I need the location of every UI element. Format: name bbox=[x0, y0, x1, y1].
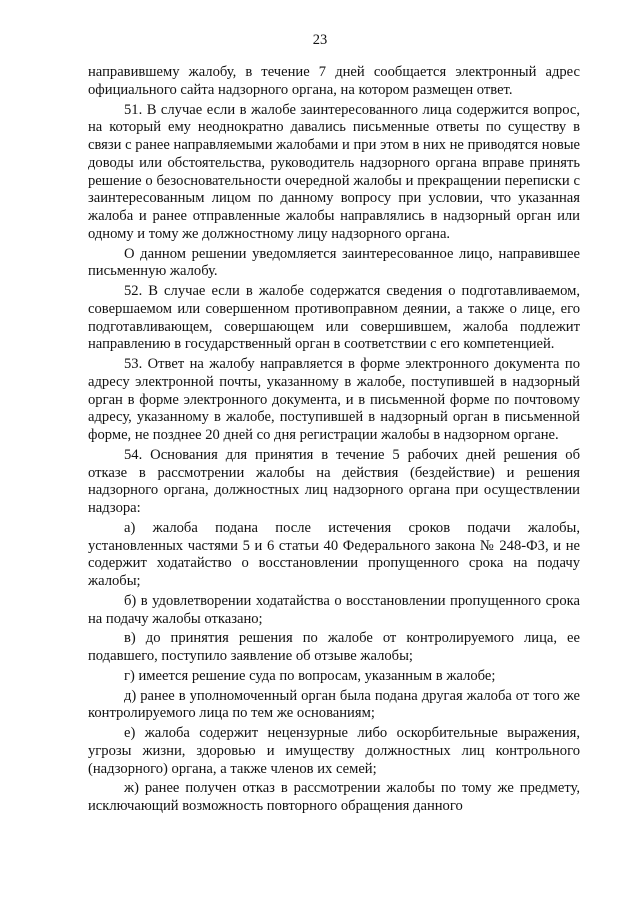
list-item-d: д) ранее в уполномоченный орган была подана другая жалоба от того же контролируемого лица по тем же основаниям; bbox=[88, 687, 580, 722]
list-item-e: е) жалоба содержит нецензурные либо оскорбительные выражения, угрозы жизни, здоровью и имуществу должностных лиц контрольного (надзорного) органа, а также членов их семей; bbox=[88, 725, 580, 777]
list-item-g: г) имеется решение суда по вопросам, указанным в жалобе; bbox=[124, 667, 496, 684]
list-item-zh: ж) ранее получен отказ в рассмотрении жалобы по тому же предмету, исключающий возможность повторного обращения данного bbox=[88, 780, 580, 814]
paragraph-53: 53. Ответ на жалобу направляется в форме электронного документа по адресу электронной почты, указанному в жалобе, поступившей в надзорный орган в форме электронного документа, и в письменной форме по почтовому адресу, указанному в жалобе, поступившей в надзорный орган в письменной форме, не позднее 20 дней со дня регистрации жалобы в надзорном органе. bbox=[88, 356, 580, 443]
paragraph-52: 52. В случае если в жалобе содержатся сведения о подготавливаемом, совершаемом или совершенном противоправном деянии, а также о лице, его подготавливающем, совершающем или совершившем, жалоба подлежит направлению в государственный орган в соответствии с его компетенцией. bbox=[88, 283, 580, 353]
paragraph-continuation: направившему жалобу, в течение 7 дней сообщается электронный адрес официального сайта надзорного органа, на котором размещен ответ. bbox=[88, 64, 580, 98]
page-number: 23 bbox=[312, 32, 328, 48]
paragraph-51-note: О данном решении уведомляется заинтересованное лицо, направившее письменную жалобу. bbox=[88, 245, 580, 280]
paragraph-54: 54. Основания для принятия в течение 5 рабочих дней решения об отказе в рассмотрении жалобы на действия (бездействие) и решения надзорного органа, должностных лиц надзорного органа при осуществлении надзора: bbox=[88, 446, 580, 516]
paragraph-51: 51. В случае если в жалобе заинтересованного лица содержится вопрос, на который ему неоднократно давались письменные ответы по существу в связи с ранее направляемыми жалобами и при этом в них не приводятся новые доводы или обстоятельства, руководитель надзорного органа вправе принять решение о безосновательности очередной жалобы и прекращении переписки с заинтересованным лицом по данному вопросу при условии, что указанная жалоба и ранее отправленные жалобы направлялись в надзорный орган или одному и тому же должностному лицу надзорного органа. bbox=[88, 101, 580, 242]
list-item-a: а) жалоба подана после истечения сроков подачи жалобы, установленных частями 5 и 6 статьи 40 Федерального закона № 248-ФЗ, и не содержит ходатайство о восстановлении пропущенного срока на подачу жалобы; bbox=[88, 519, 580, 589]
list-item-v: в) до принятия решения по жалобе от контролируемого лица, ее подавшего, поступило заявление об отзыве жалобы; bbox=[88, 630, 580, 664]
document-body bbox=[88, 64, 580, 818]
list-item-b: б) в удовлетворении ходатайства о восстановлении пропущенного срока на подачу жалобы отказано; bbox=[88, 592, 580, 627]
